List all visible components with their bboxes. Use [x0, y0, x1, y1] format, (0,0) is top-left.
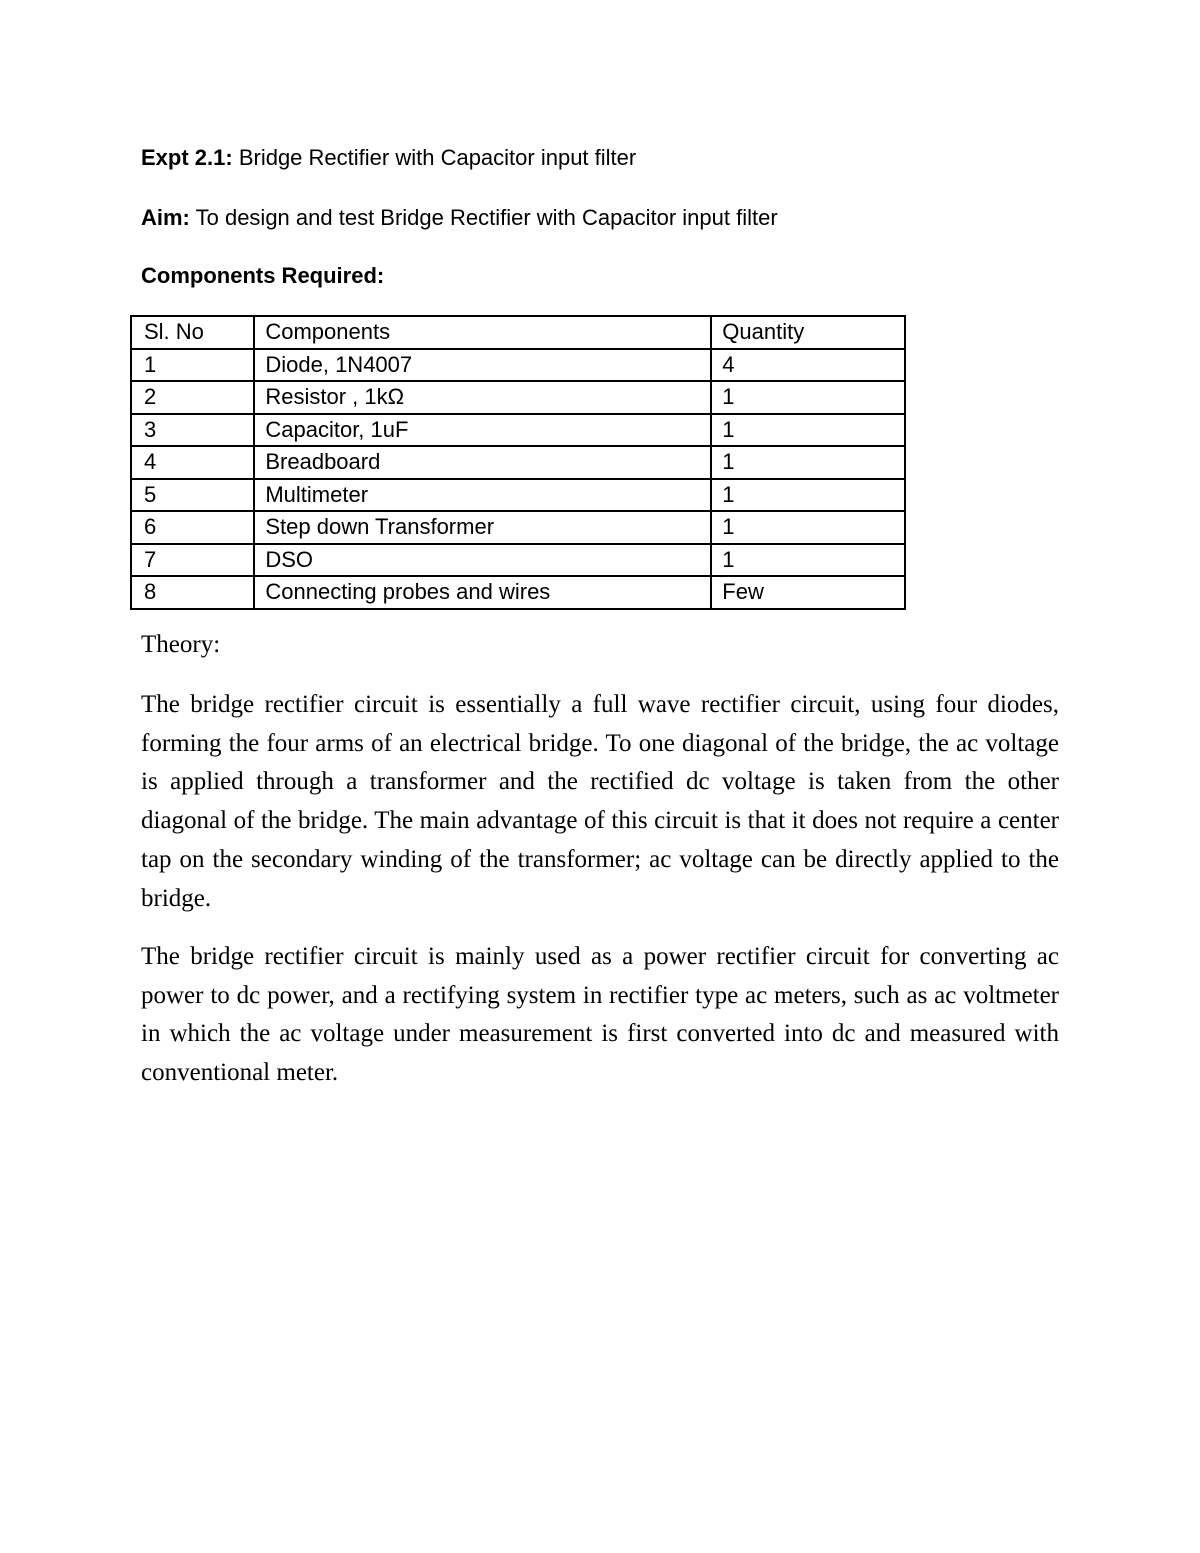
table-row: [131, 414, 905, 447]
cell-component: Multimeter: [254, 479, 711, 512]
components-table: [130, 315, 906, 610]
theory-paragraph: The bridge rectifier circuit is essentially a full wave rectifier circuit, using four diodes, forming the four arms of an electrical bridge. To one diagonal of the bridge, the ac voltage is applied through a transformer and the rectified dc voltage is taken from the other diagonal of the bridge. The main advantage of this circuit is that it does not require a center tap on the secondary winding of the transformer; ac voltage can be directly applied to the bridge.: [141, 691, 1059, 912]
table-row: [131, 349, 905, 382]
cell-quantity: 1: [711, 511, 905, 544]
cell-sl-no: 8: [131, 576, 254, 609]
cell-component: Breadboard: [254, 446, 711, 479]
table-row: [131, 511, 905, 544]
cell-quantity: 4: [711, 349, 905, 382]
table-row: [131, 576, 905, 609]
table-row: [131, 544, 905, 577]
cell-quantity: Few: [711, 576, 905, 609]
cell-quantity: 1: [711, 381, 905, 414]
theory-heading: Theory:: [141, 631, 221, 658]
header-sl-no: Sl. No: [131, 316, 254, 349]
cell-sl-no: 4: [131, 446, 254, 479]
experiment-label: Expt 2.1:: [141, 145, 233, 170]
experiment-title-line: [141, 144, 636, 172]
cell-sl-no: 6: [131, 511, 254, 544]
cell-quantity: 1: [711, 414, 905, 447]
cell-sl-no: 5: [131, 479, 254, 512]
table-header-row: [131, 316, 905, 349]
aim-label: Aim:: [141, 205, 190, 230]
table-row: [131, 479, 905, 512]
table-row: [131, 446, 905, 479]
header-quantity: Quantity: [711, 316, 905, 349]
cell-quantity: 1: [711, 479, 905, 512]
cell-component: Resistor , 1kΩ: [254, 381, 711, 414]
cell-sl-no: 7: [131, 544, 254, 577]
aim-text: To design and test Bridge Rectifier with Capacitor input filter: [195, 205, 778, 230]
cell-sl-no: 3: [131, 414, 254, 447]
cell-component: Step down Transformer: [254, 511, 711, 544]
experiment-title: Bridge Rectifier with Capacitor input filter: [238, 145, 637, 170]
table-row: [131, 381, 905, 414]
cell-component: Capacitor, 1uF: [254, 414, 711, 447]
header-components: Components: [254, 316, 711, 349]
cell-quantity: 1: [711, 544, 905, 577]
theory-paragraph: The bridge rectifier circuit is mainly used as a power rectifier circuit for converting ac power to dc power, and a rectifying system in rectifier type ac meters, such as ac voltmeter in which the ac voltage under measurement is first converted into dc and measured with conventional meter.: [141, 943, 1059, 1087]
cell-quantity: 1: [711, 446, 905, 479]
cell-component: Diode, 1N4007: [254, 349, 711, 382]
cell-sl-no: 2: [131, 381, 254, 414]
components-heading: Components Required:: [141, 263, 385, 288]
aim-line: [141, 204, 778, 232]
cell-component: Connecting probes and wires: [254, 576, 711, 609]
cell-sl-no: 1: [131, 349, 254, 382]
cell-component: DSO: [254, 544, 711, 577]
